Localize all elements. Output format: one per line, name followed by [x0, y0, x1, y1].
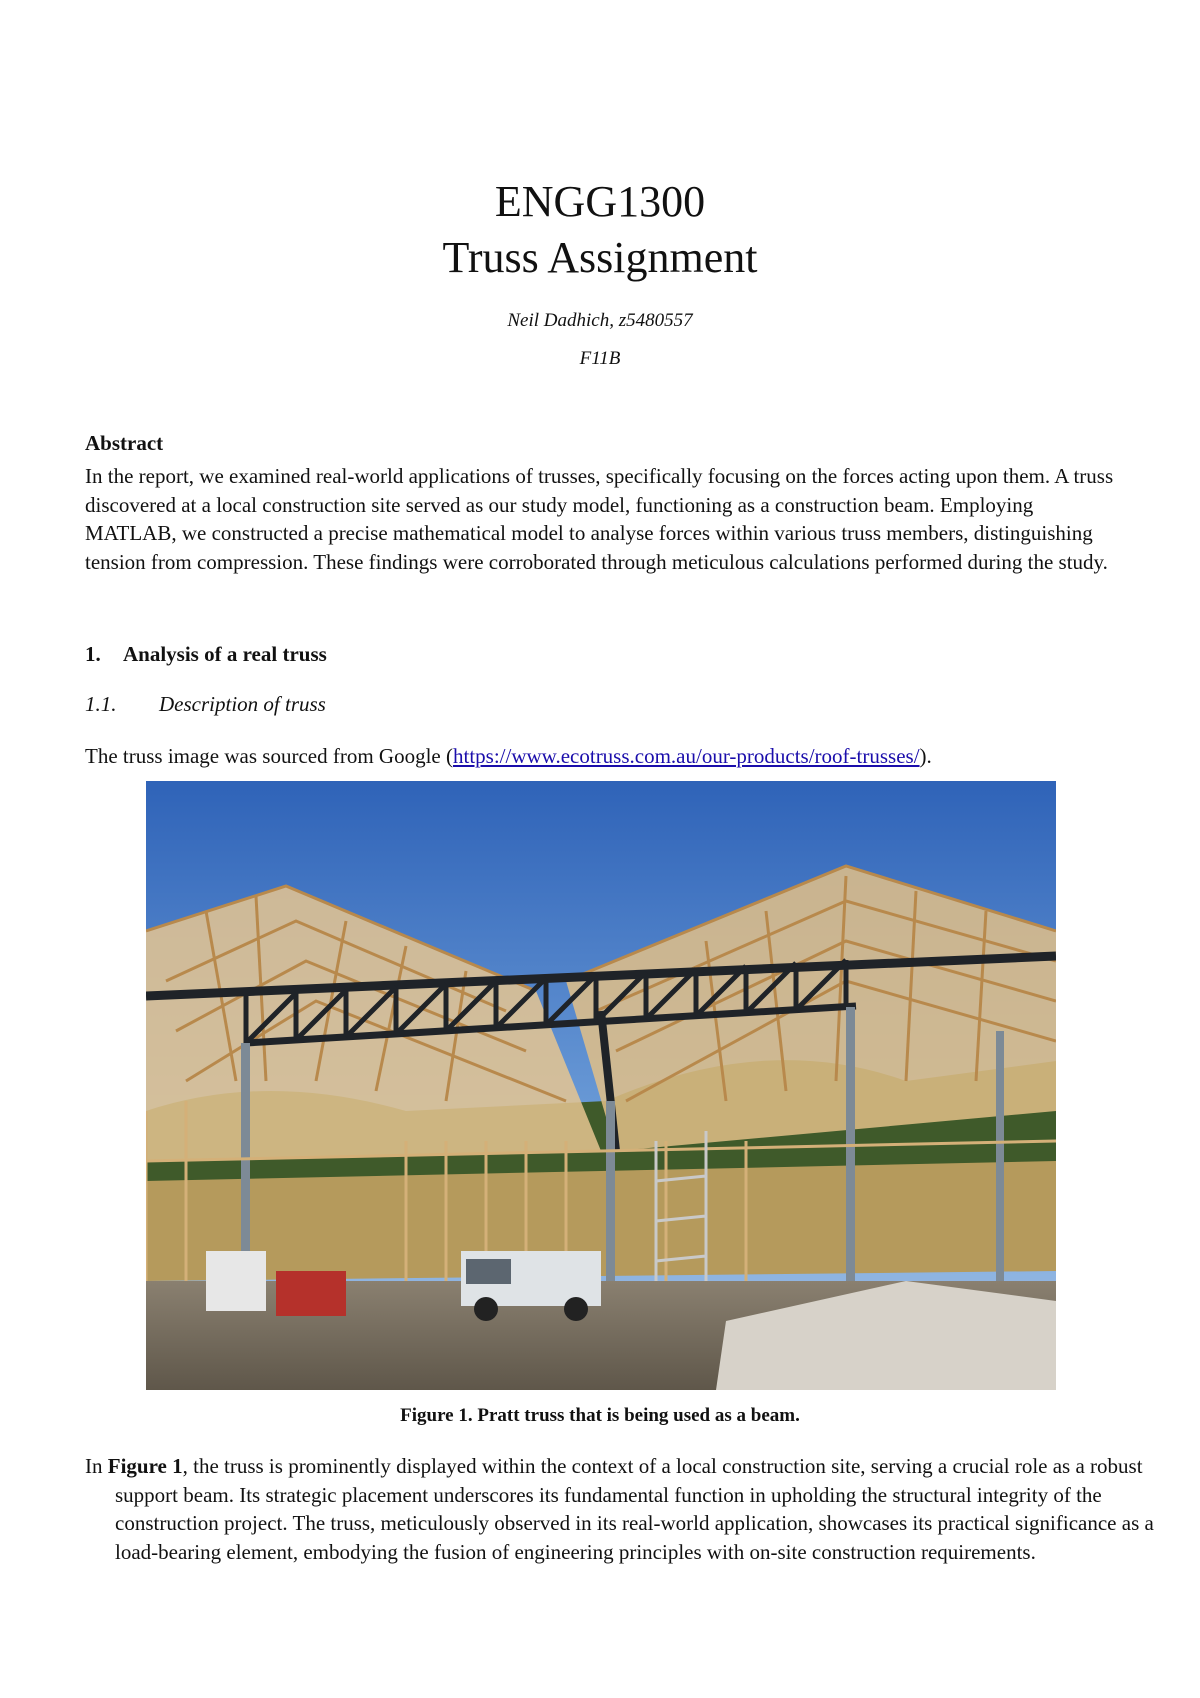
abstract-text: In the report, we examined real-world applications of trusses, specifically focusing on the forces acting upon them. A truss discovered at a local construction site served as our study model, functioning as a construction beam. Employing MATLAB, we constructed a precise mathematical model to analyse forces within various truss members, distinguishing tension from compression. These findings were corroborated through meticulous calculations performed during the study.	[85, 464, 1114, 574]
para-text: , the truss is prominently displayed within the context of a local construction site, serving a crucial role as a robust support beam. Its strategic placement underscores its fundamental function in upholding the structural integrity of the construction project. The truss, meticulously observed in its real-world application, showcases its practical significance as a load-bearing element, embodying the fusion of engineering principles with on-site construction requirements.	[115, 1454, 1154, 1564]
truss-photo	[146, 781, 1056, 1390]
para-prefix: In	[85, 1454, 108, 1478]
figure-reference: Figure 1	[107, 1454, 183, 1478]
image-source-line	[85, 744, 932, 769]
abstract-heading: Abstract	[85, 431, 164, 455]
source-suffix: ).	[919, 744, 932, 768]
figure-description	[85, 1452, 1155, 1566]
subsection-heading	[85, 692, 326, 717]
doc-title-course: ENGG1300	[494, 177, 706, 226]
subsection-title: Description of truss	[159, 692, 326, 716]
section-number: 1.	[85, 642, 101, 666]
red-equipment	[276, 1271, 346, 1316]
subsection-number: 1.1.	[85, 692, 117, 716]
section-heading	[85, 642, 327, 667]
class-code: F11B	[579, 348, 621, 369]
source-link[interactable]: https://www.ecotruss.com.au/our-products/roof-trusses/	[452, 744, 920, 768]
white-equipment	[206, 1251, 266, 1311]
author-line: Neil Dadhich, z5480557	[507, 310, 693, 331]
figure-caption: Figure 1. Pratt truss that is being used as a beam.	[400, 1405, 800, 1426]
source-prefix: The truss image was sourced from Google (	[85, 744, 453, 768]
section-title: Analysis of a real truss	[123, 642, 327, 666]
doc-title-assignment: Truss Assignment	[442, 233, 758, 282]
